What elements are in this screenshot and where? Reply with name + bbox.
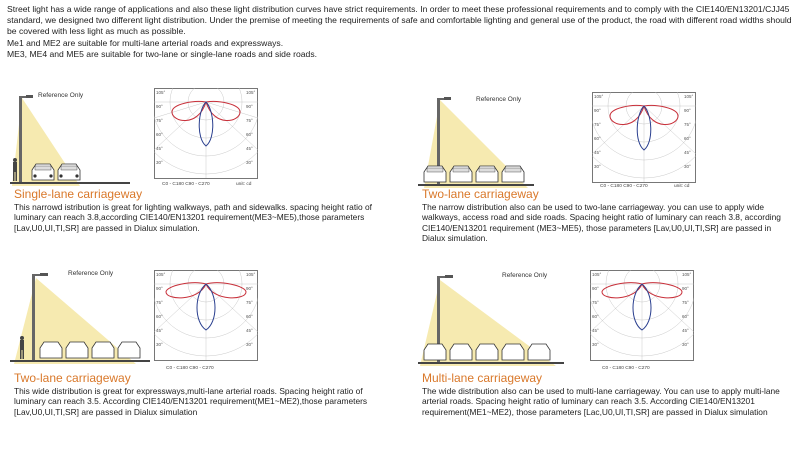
angle-tick-label: 90° (684, 108, 691, 113)
intro-line-me3-me5: ME3, ME4 and ME5 are suitable for two-lane or single-lane roads and side roads. (7, 48, 318, 59)
intro-paragraph: Street light has a wide range of applications and also these light distribution curves have strict requirements. In order to meet these professional requirements and to comply with the CIE140/EN13201/CJJ45 standard, we designed two different light distribution. Under the premise of meeting the requirements of safe and comfortable lighting and general use of the product, the road with different road widths should be covered with less light as much as possible. (7, 4, 792, 37)
angle-tick-label: 90° (594, 108, 601, 113)
angle-tick-label: 60° (684, 136, 691, 141)
angle-tick-label: 105° (246, 90, 256, 95)
street-scene-image (418, 270, 564, 366)
angle-tick-label: 75° (682, 300, 689, 305)
panel-heading: Multi-lane carriageway (422, 371, 543, 385)
panel-two-lane-narrow (418, 88, 798, 288)
angle-tick-label: 60° (156, 132, 163, 137)
street-scene-image (418, 92, 558, 188)
angle-tick-label: 45° (246, 328, 253, 333)
reference-label: Reference Only (476, 96, 522, 103)
panel-heading: Two-lane carriageway (422, 187, 539, 201)
angle-tick-label: 90° (156, 286, 163, 291)
angle-tick-label: 45° (684, 150, 691, 155)
reference-label: Reference Only (502, 272, 548, 279)
angle-tick-label: 75° (594, 122, 601, 127)
angle-tick-label: 60° (592, 314, 599, 319)
angle-tick-label: 30° (682, 342, 689, 347)
chart-legend: C0 - C180 C90 - C270 (600, 184, 648, 189)
light-distribution-chart (154, 270, 258, 368)
reference-label: Reference Only (38, 92, 84, 99)
intro-text (7, 4, 797, 60)
angle-tick-label: 45° (156, 328, 163, 333)
angle-tick-label: 45° (594, 150, 601, 155)
angle-tick-label: 30° (156, 160, 163, 165)
panel-single-lane (10, 88, 390, 288)
angle-tick-label: 30° (156, 342, 163, 347)
angle-tick-label: 90° (592, 286, 599, 291)
angle-tick-label: 105° (684, 94, 694, 99)
angle-tick-label: 75° (156, 118, 163, 123)
angle-tick-label: 30° (246, 342, 253, 347)
angle-tick-label: 75° (684, 122, 691, 127)
street-scene-image (10, 268, 150, 364)
chart-unit: unit: cd (236, 182, 252, 187)
angle-tick-label: 60° (682, 314, 689, 319)
angle-tick-label: 45° (246, 146, 253, 151)
angle-tick-label: 60° (246, 132, 253, 137)
angle-tick-label: 105° (156, 272, 166, 277)
angle-tick-label: 60° (156, 314, 163, 319)
intro-line-me1-me2: Me1 and ME2 are suitable for multi-lane arterial roads and expressways. (7, 37, 284, 48)
chart-legend: C0 - C180 C90 - C270 (602, 366, 650, 371)
angle-tick-label: 45° (682, 328, 689, 333)
panel-description: The narrow distribution also can be used to two-lane carriageway. you can use to apply wide walkways, access road and side roads. Spacing height ratio of luminary can reach 3.8, according CIE140/EN13201 requirement (ME3~ME5), those parameters [Lav,U0,UI,TI,SR] are passed in Dialux simulation. (422, 202, 781, 244)
light-distribution-chart (592, 92, 696, 190)
panel-multi-lane (418, 268, 798, 454)
angle-tick-label: 75° (246, 118, 253, 123)
angle-tick-label: 30° (592, 342, 599, 347)
street-scene-image (10, 90, 130, 186)
panel-description: This wide distribution is great for expressways,multi-lane arterial roads. Spacing height ratio of luminary can reach 3.5. According CIE140/EN13201 requirement(ME1~ME2),those parameters [Lav,U0,UI,TI,SR] are passed in Dialux simulation (14, 386, 368, 417)
panel-description: This narrowd istribution is great for lighting walkways, path and sidewalks. spacing height ratio of luminary can reach 3.8,according CIE140/EN13201 requirement(ME3~ME5),those parameters [Lav,U0,UI,TI,SR] are passed in Dialux simulation. (14, 202, 372, 233)
angle-tick-label: 90° (246, 104, 253, 109)
chart-unit: unit: cd (674, 184, 690, 189)
reference-label: Reference Only (68, 270, 114, 277)
angle-tick-label: 75° (246, 300, 253, 305)
panel-heading: Single-lane carriageway (14, 187, 143, 201)
angle-tick-label: 75° (156, 300, 163, 305)
angle-tick-label: 45° (592, 328, 599, 333)
light-distribution-chart (154, 88, 258, 186)
angle-tick-label: 30° (594, 164, 601, 169)
angle-tick-label: 90° (682, 286, 689, 291)
angle-tick-label: 90° (156, 104, 163, 109)
angle-tick-label: 45° (156, 146, 163, 151)
angle-tick-label: 60° (246, 314, 253, 319)
angle-tick-label: 105° (246, 272, 256, 277)
angle-tick-label: 60° (594, 136, 601, 141)
light-distribution-chart (590, 270, 694, 368)
angle-tick-label: 105° (592, 272, 602, 277)
angle-tick-label: 105° (594, 94, 604, 99)
panel-heading: Two-lane carriageway (14, 371, 131, 385)
angle-tick-label: 75° (592, 300, 599, 305)
angle-tick-label: 30° (246, 160, 253, 165)
chart-legend: C0 - C180 C90 - C270 (166, 366, 214, 371)
panel-description: The wide distribution also can be used to multi-lane carriageway. You can use to apply multi-lane arterial roads. Spacing height ratio of luminary can reach 3.5. According CIE140/EN13201 requirement(ME1~ME2), those parameters [Lac,U0,UI,TI,SR] are passed in Dialux simulation (422, 386, 780, 417)
angle-tick-label: 105° (156, 90, 166, 95)
angle-tick-label: 30° (684, 164, 691, 169)
chart-legend: C0 - C180 C90 - C270 (162, 182, 210, 187)
angle-tick-label: 105° (682, 272, 692, 277)
angle-tick-label: 90° (246, 286, 253, 291)
panel-two-lane-wide (10, 268, 390, 454)
